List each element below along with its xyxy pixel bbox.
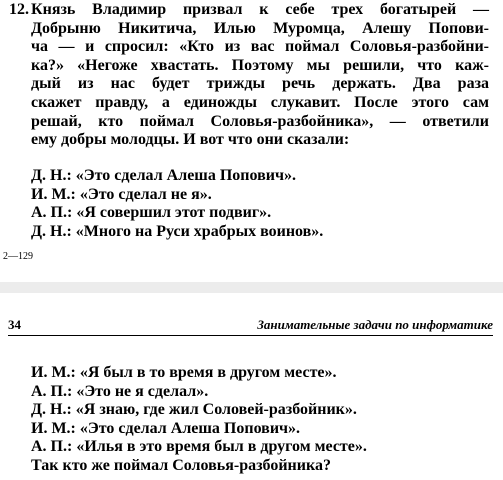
page-number: 34 xyxy=(8,317,21,332)
page-separator xyxy=(0,282,503,293)
problem-line: скажет правду, а единожды слукавит. После этого сам xyxy=(31,93,489,111)
statement: И. М.: «Я был в то время в другом месте». xyxy=(31,364,337,381)
statement: И. М.: «Это сделал не я». xyxy=(31,185,212,203)
statement: А. П.: «Я совершил этот подвиг». xyxy=(31,204,272,222)
bottom-page xyxy=(0,293,503,480)
page-header xyxy=(8,317,493,336)
problem-line: ча — и спросил: «Кто из вас поймал Соловья-разбойни- xyxy=(31,38,489,56)
problem-line: ему добры молодцы. И вот что они сказали: xyxy=(31,131,350,149)
problem-line: Добрыню Никитича, Илью Муромца, Алешу Попови- xyxy=(31,19,489,37)
statement: Д. Н.: «Это сделал Алеша Попович». xyxy=(31,167,296,184)
running-title: Занимательные задачи по информатике xyxy=(257,317,493,332)
problem-line: решай, кто поймал Соловья-разбойника», — ответили xyxy=(31,112,489,130)
problem-line: Князь Владимир призвал к себе трех богатырей — xyxy=(31,1,489,18)
statement: Д. Н.: «Много на Руси храбрых воинов». xyxy=(31,222,324,240)
statement: А. П.: «Это не я сделал». xyxy=(31,382,209,400)
closing-question: Так кто же поймал Соловья-разбойника? xyxy=(31,456,331,474)
statements-list xyxy=(31,364,367,476)
statements-list xyxy=(31,167,323,241)
problem-number: 12. xyxy=(9,1,29,18)
statement: А. П.: «Илья в это время был в другом месте». xyxy=(31,438,367,456)
statement: Д. Н.: «Я знаю, где жил Соловей-разбойник». xyxy=(31,401,357,419)
printer-signature: 2—129 xyxy=(3,251,33,262)
problem-text xyxy=(31,1,489,150)
problem-line: дый из нас будет трижды речь держать. Два раза xyxy=(31,75,489,93)
problem-line: ка?» «Негоже хвастать. Поэтому мы решили, что каж- xyxy=(31,56,489,74)
statement: И. М.: «Это сделал Алеша Попович». xyxy=(31,419,301,437)
